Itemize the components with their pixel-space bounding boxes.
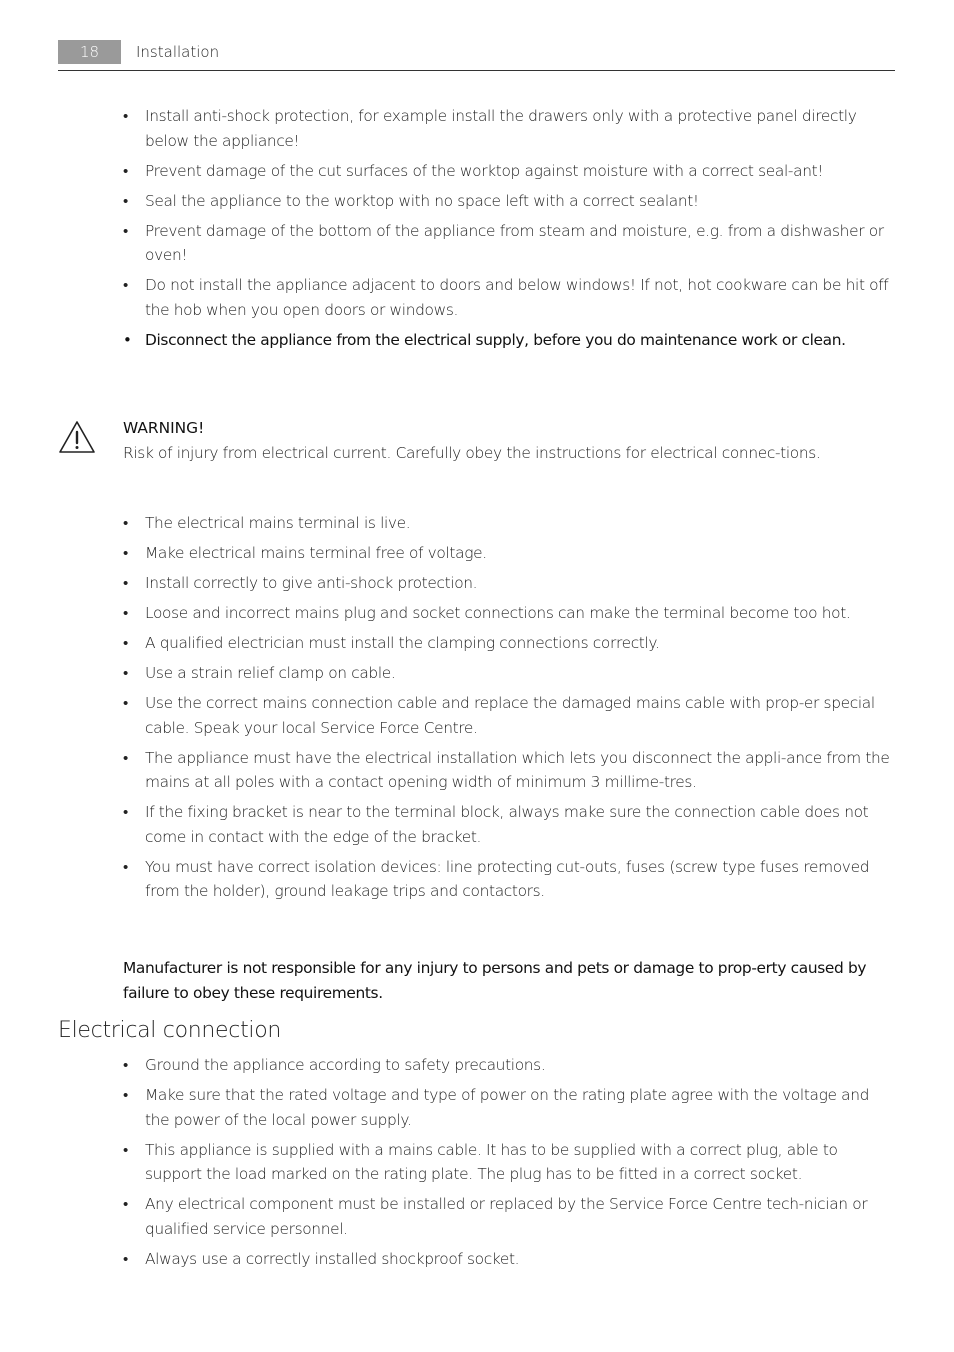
section-title: Installation (136, 43, 220, 61)
list-item: • Ground the appliance according to safety precautions. (123, 1053, 895, 1078)
list-item: • Make electrical mains terminal free of voltage. (123, 541, 895, 566)
list-item: • Use the correct mains connection cable and replace the damaged mains cable with prop-er special cable. Speak your local Service Force Centre. (123, 691, 895, 740)
manufacturer-disclaimer: Manufacturer is not responsible for any injury to persons and pets or damage to prop-erty caused by failure to obey these requirements. (123, 959, 867, 1002)
warning-text: Risk of injury from electrical current. Carefully obey the instructions for electrical connec-tions. (123, 444, 821, 462)
list-item: • Any electrical component must be installed or replaced by the Service Force Centre tech-nician or qualified service personnel. (123, 1192, 895, 1241)
list-item: • The appliance must have the electrical installation which lets you disconnect the appli-ance from the mains at all poles with a contact opening width of minimum 3 millime-tres. (123, 746, 895, 795)
list-item: • Install anti-shock protection, for example install the drawers only with a protective panel directly below the appliance! (123, 104, 895, 153)
electrical-connection-heading: Electrical connection (58, 1018, 282, 1043)
installation-precautions-list (123, 104, 895, 358)
list-item: • Do not install the appliance adjacent to doors and below windows! If not, hot cookware can be hit off the hob when you open doors or windows. (123, 273, 895, 322)
list-item: • Prevent damage of the bottom of the appliance from steam and moisture, e.g. from a dishwasher or oven! (123, 219, 895, 268)
list-item: • Prevent damage of the cut surfaces of the worktop against moisture with a correct seal-ant! (123, 159, 895, 184)
list-item: • A qualified electrician must install the clamping connections correctly. (123, 631, 895, 656)
list-item: • You must have correct isolation devices: line protecting cut-outs, fuses (screw type fuses removed from the holder), ground leakage trips and contactors. (123, 855, 895, 904)
electrical-safety-list (123, 511, 895, 909)
list-item: • This appliance is supplied with a mains cable. It has to be supplied with a correct plug, able to support the load marked on the rating plate. The plug has to be fitted in a correct socket. (123, 1138, 895, 1187)
list-item: • Make sure that the rated voltage and type of power on the rating plate agree with the voltage and the power of the local power supply. (123, 1083, 895, 1132)
warning-title: WARNING! (123, 419, 205, 437)
list-item: • Loose and incorrect mains plug and socket connections can make the terminal become too hot. (123, 601, 895, 626)
list-item: • Disconnect the appliance from the electrical supply, before you do maintenance work or clean. (123, 328, 895, 353)
list-item: • Use a strain relief clamp on cable. (123, 661, 895, 686)
list-item: • Install correctly to give anti-shock protection. (123, 571, 895, 596)
page-header (58, 40, 895, 71)
page-number: 18 (58, 40, 121, 64)
list-item: • If the fixing bracket is near to the terminal block, always make sure the connection cable does not come in contact with the edge of the bracket. (123, 800, 895, 849)
warning-triangle-icon (58, 420, 96, 454)
list-item: • Always use a correctly installed shockproof socket. (123, 1247, 895, 1272)
list-item: • Seal the appliance to the worktop with no space left with a correct sealant! (123, 189, 895, 214)
electrical-connection-list (123, 1053, 895, 1277)
list-item: • The electrical mains terminal is live. (123, 511, 895, 536)
